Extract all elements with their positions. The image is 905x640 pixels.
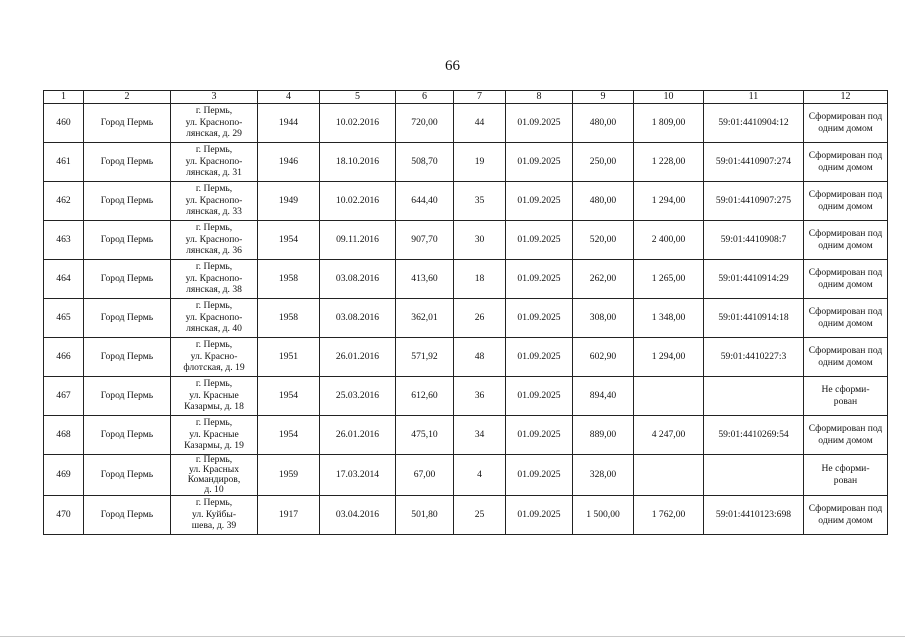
cadastral-number-cell: [704, 454, 804, 495]
municipality-cell: Город Пермь: [84, 259, 171, 298]
column-header: 10: [634, 91, 704, 104]
date-cell: 10.02.2016: [320, 181, 396, 220]
municipality-cell: Город Пермь: [84, 142, 171, 181]
area-cell: 612,60: [396, 376, 454, 415]
land-area-cell: 4 247,00: [634, 415, 704, 454]
deadline-cell: 01.09.2025: [506, 142, 573, 181]
year-cell: 1959: [258, 454, 320, 495]
deadline-cell: 01.09.2025: [506, 415, 573, 454]
amount-cell: 262,00: [573, 259, 634, 298]
date-cell: 26.01.2016: [320, 337, 396, 376]
land-status-cell: Сформирован под одним домом: [804, 298, 888, 337]
register-table: [43, 90, 888, 535]
deadline-cell: 01.09.2025: [506, 220, 573, 259]
column-header: 4: [258, 91, 320, 104]
municipality-cell: Город Пермь: [84, 376, 171, 415]
residents-cell: 18: [454, 259, 506, 298]
amount-cell: 480,00: [573, 181, 634, 220]
table-row: [44, 220, 888, 259]
residents-cell: 44: [454, 103, 506, 142]
land-area-cell: 1 762,00: [634, 495, 704, 534]
address-cell: г. Пермь, ул. Краснопо- лянская, д. 38: [171, 259, 258, 298]
date-cell: 03.08.2016: [320, 298, 396, 337]
deadline-cell: 01.09.2025: [506, 259, 573, 298]
column-header: 12: [804, 91, 888, 104]
column-header: 11: [704, 91, 804, 104]
column-header: 1: [44, 91, 84, 104]
year-cell: 1954: [258, 220, 320, 259]
row-number: 465: [44, 298, 84, 337]
land-area-cell: 1 228,00: [634, 142, 704, 181]
year-cell: 1917: [258, 495, 320, 534]
year-cell: 1954: [258, 415, 320, 454]
area-cell: 413,60: [396, 259, 454, 298]
column-header: 6: [396, 91, 454, 104]
land-area-cell: 1 294,00: [634, 181, 704, 220]
column-header: 2: [84, 91, 171, 104]
deadline-cell: 01.09.2025: [506, 298, 573, 337]
land-area-cell: 1 348,00: [634, 298, 704, 337]
land-area-cell: 1 809,00: [634, 103, 704, 142]
table-row: [44, 142, 888, 181]
land-status-cell: Не сформи- рован: [804, 454, 888, 495]
address-cell: г. Пермь, ул. Красные Казармы, д. 19: [171, 415, 258, 454]
amount-cell: 520,00: [573, 220, 634, 259]
area-cell: 644,40: [396, 181, 454, 220]
year-cell: 1958: [258, 298, 320, 337]
column-header: 8: [506, 91, 573, 104]
table-row: [44, 337, 888, 376]
row-number: 469: [44, 454, 84, 495]
area-cell: 501,80: [396, 495, 454, 534]
year-cell: 1946: [258, 142, 320, 181]
land-area-cell: 1 294,00: [634, 337, 704, 376]
year-cell: 1944: [258, 103, 320, 142]
amount-cell: 308,00: [573, 298, 634, 337]
row-number: 462: [44, 181, 84, 220]
address-cell: г. Пермь, ул. Краснопо- лянская, д. 29: [171, 103, 258, 142]
address-cell: г. Пермь, ул. Краснопо- лянская, д. 40: [171, 298, 258, 337]
cadastral-number-cell: 59:01:4410914:29: [704, 259, 804, 298]
land-status-cell: Сформирован под одним домом: [804, 181, 888, 220]
table-row: [44, 181, 888, 220]
municipality-cell: Город Пермь: [84, 495, 171, 534]
column-header: 7: [454, 91, 506, 104]
residents-cell: 25: [454, 495, 506, 534]
page-edge-rule: [0, 636, 905, 637]
amount-cell: 480,00: [573, 103, 634, 142]
cadastral-number-cell: 59:01:4410269:54: [704, 415, 804, 454]
row-number: 468: [44, 415, 84, 454]
land-status-cell: Сформирован под одним домом: [804, 259, 888, 298]
address-cell: г. Пермь, ул. Краснопо- лянская, д. 31: [171, 142, 258, 181]
land-status-cell: Сформирован под одним домом: [804, 337, 888, 376]
residents-cell: 30: [454, 220, 506, 259]
area-cell: 907,70: [396, 220, 454, 259]
address-cell: г. Пермь, ул. Краснопо- лянская, д. 33: [171, 181, 258, 220]
cadastral-number-cell: [704, 376, 804, 415]
area-cell: 720,00: [396, 103, 454, 142]
cadastral-number-cell: 59:01:4410907:274: [704, 142, 804, 181]
address-cell: г. Пермь, ул. Красно- флотская, д. 19: [171, 337, 258, 376]
amount-cell: 602,90: [573, 337, 634, 376]
municipality-cell: Город Пермь: [84, 298, 171, 337]
year-cell: 1951: [258, 337, 320, 376]
deadline-cell: 01.09.2025: [506, 337, 573, 376]
row-number: 460: [44, 103, 84, 142]
date-cell: 10.02.2016: [320, 103, 396, 142]
amount-cell: 894,40: [573, 376, 634, 415]
row-number: 463: [44, 220, 84, 259]
area-cell: 475,10: [396, 415, 454, 454]
cadastral-number-cell: 59:01:4410908:7: [704, 220, 804, 259]
row-number: 467: [44, 376, 84, 415]
address-cell: г. Пермь, ул. Куйбы- шева, д. 39: [171, 495, 258, 534]
amount-cell: 328,00: [573, 454, 634, 495]
table-row: [44, 495, 888, 534]
municipality-cell: Город Пермь: [84, 337, 171, 376]
cadastral-number-cell: 59:01:4410227:3: [704, 337, 804, 376]
table-row: [44, 415, 888, 454]
municipality-cell: Город Пермь: [84, 454, 171, 495]
cadastral-number-cell: 59:01:4410907:275: [704, 181, 804, 220]
land-status-cell: Сформирован под одним домом: [804, 495, 888, 534]
residents-cell: 48: [454, 337, 506, 376]
address-cell: г. Пермь, ул. Краснопо- лянская, д. 36: [171, 220, 258, 259]
date-cell: 18.10.2016: [320, 142, 396, 181]
date-cell: 03.08.2016: [320, 259, 396, 298]
year-cell: 1949: [258, 181, 320, 220]
cadastral-number-cell: 59:01:4410914:18: [704, 298, 804, 337]
residents-cell: 19: [454, 142, 506, 181]
page-number: 66: [445, 58, 460, 74]
municipality-cell: Город Пермь: [84, 103, 171, 142]
date-cell: 09.11.2016: [320, 220, 396, 259]
deadline-cell: 01.09.2025: [506, 181, 573, 220]
amount-cell: 1 500,00: [573, 495, 634, 534]
residents-cell: 26: [454, 298, 506, 337]
date-cell: 03.04.2016: [320, 495, 396, 534]
municipality-cell: Город Пермь: [84, 181, 171, 220]
address-cell: г. Пермь, ул. Красных Командиров, д. 10: [171, 454, 258, 495]
area-cell: 571,92: [396, 337, 454, 376]
deadline-cell: 01.09.2025: [506, 495, 573, 534]
land-area-cell: [634, 454, 704, 495]
land-status-cell: Сформирован под одним домом: [804, 220, 888, 259]
address-cell: г. Пермь, ул. Красные Казармы, д. 18: [171, 376, 258, 415]
cadastral-number-cell: 59:01:4410123:698: [704, 495, 804, 534]
land-status-cell: Сформирован под одним домом: [804, 415, 888, 454]
amount-cell: 250,00: [573, 142, 634, 181]
area-cell: 67,00: [396, 454, 454, 495]
residents-cell: 36: [454, 376, 506, 415]
land-area-cell: [634, 376, 704, 415]
area-cell: 362,01: [396, 298, 454, 337]
land-status-cell: Сформирован под одним домом: [804, 103, 888, 142]
deadline-cell: 01.09.2025: [506, 103, 573, 142]
residents-cell: 34: [454, 415, 506, 454]
amount-cell: 889,00: [573, 415, 634, 454]
residents-cell: 35: [454, 181, 506, 220]
row-number: 464: [44, 259, 84, 298]
cadastral-number-cell: 59:01:4410904:12: [704, 103, 804, 142]
area-cell: 508,70: [396, 142, 454, 181]
table-row: [44, 103, 888, 142]
column-header: 3: [171, 91, 258, 104]
land-area-cell: 2 400,00: [634, 220, 704, 259]
row-number: 470: [44, 495, 84, 534]
table-row: [44, 259, 888, 298]
date-cell: 26.01.2016: [320, 415, 396, 454]
land-area-cell: 1 265,00: [634, 259, 704, 298]
year-cell: 1954: [258, 376, 320, 415]
land-status-cell: Сформирован под одним домом: [804, 142, 888, 181]
table-row: [44, 376, 888, 415]
column-header: 5: [320, 91, 396, 104]
municipality-cell: Город Пермь: [84, 220, 171, 259]
column-header: 9: [573, 91, 634, 104]
row-number: 461: [44, 142, 84, 181]
date-cell: 25.03.2016: [320, 376, 396, 415]
year-cell: 1958: [258, 259, 320, 298]
row-number: 466: [44, 337, 84, 376]
residents-cell: 4: [454, 454, 506, 495]
date-cell: 17.03.2014: [320, 454, 396, 495]
land-status-cell: Не сформи- рован: [804, 376, 888, 415]
deadline-cell: 01.09.2025: [506, 376, 573, 415]
header-row: [44, 91, 888, 104]
table-row: [44, 298, 888, 337]
table-row: [44, 454, 888, 495]
deadline-cell: 01.09.2025: [506, 454, 573, 495]
municipality-cell: Город Пермь: [84, 415, 171, 454]
